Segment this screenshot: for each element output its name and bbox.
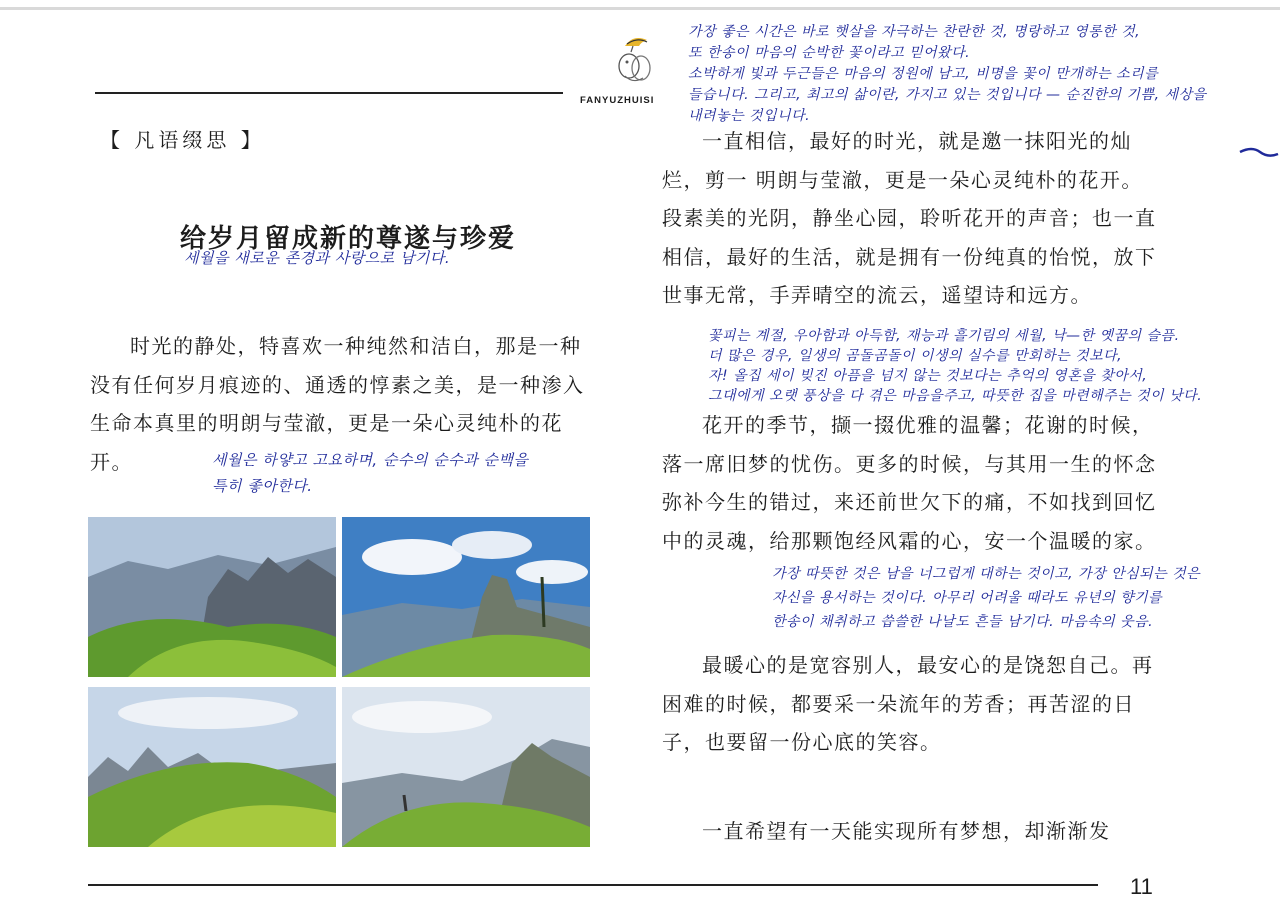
right-body-block-1 [662, 122, 1162, 315]
handwritten-note-top [688, 22, 1207, 127]
mountain-photo-3 [88, 687, 336, 847]
mountain-photo-1 [88, 517, 336, 677]
handwritten-line: 또 한송이 마음의 순박한 꽃이라고 믿어왔다. [688, 45, 971, 61]
handwritten-title-translation: 세월을 새로운 존경과 사랑으로 남기다. [184, 249, 451, 267]
handwritten-line: 자! 올집 세이 빚진 아픔을 넘지 않는 것보다는 추억의 영혼을 찾아서, [708, 368, 1148, 384]
handwritten-line: 특히 좋아한다. [212, 477, 313, 495]
pen-squiggle-icon [1238, 140, 1280, 164]
body-paragraph: 时光的静处，特喜欢一种纯然和洁白，那是一种没有任何岁月痕迹的、通透的惇素之美，是一种渗入生命本真里的明朗与莹澈，更是一朵心灵纯朴的花开。 [90, 334, 585, 474]
logo-text: FANYUZHUISI [580, 95, 655, 106]
article-title: 给岁月留成新的尊遂与珍爱 [180, 224, 517, 254]
header-rule [95, 92, 563, 94]
right-body-block-2 [662, 406, 1162, 560]
handwritten-line: 소박하게 빛과 두근들은 마음의 정원에 남고, 비명을 꽃이 만개하는 소리를 [688, 66, 1159, 82]
section-label: 【 凡语缀思 】 [100, 128, 265, 152]
footer-rule [88, 884, 1098, 886]
page-number: 11 [1130, 874, 1153, 899]
handwritten-line: 한송이 채취하고 씁쓸한 나날도 흔들 남기다. 마음속의 웃음. [772, 614, 1154, 630]
handwritten-line: 자신을 용서하는 것이다. 아무리 어려울 때라도 유년의 향기를 [772, 590, 1163, 606]
handwritten-line: 꽃피는 계절, 우아함과 아득함, 재능과 흘기림의 세월, 낙—한 옛꿈의 슬픔. [708, 328, 1180, 344]
body-paragraph: 一直相信，最好的时光，就是邀一抹阳光的灿烂，剪一 明朗与莹澈，更是一朵心灵纯朴的花开。段素美的光阴，静坐心园，聆听花开的声音；也一直相信，最好的生活，就是拥有一份纯真的怡悦，放下世事无常，手弄晴空的流云，遥望诗和远方。 [662, 129, 1157, 307]
handwritten-line: 내려놓는 것입니다. [688, 108, 811, 124]
body-paragraph: 一直希望有一天能实现所有梦想，却渐渐发 [702, 819, 1111, 843]
handwritten-line: 세월은 하얗고 고요하며, 순수의 순수과 순백을 [212, 451, 529, 469]
body-paragraph: 花开的季节，撷一掇优雅的温馨；花谢的时候，落一席旧梦的忧伤。更多的时候，与其用一生的怀念弥补今生的错过，来还前世欠下的痛，不如找到回忆中的灵魂，给那颗饱经风霜的心，安一个温暖的家。 [662, 413, 1157, 553]
body-paragraph: 最暖心的是宽容别人，最安心的是饶恕自己。再困难的时候，都要采一朵流年的芳香；再苦涩的日子，也要留一份心底的笑容。 [662, 653, 1154, 754]
handwritten-line: 가장 따뜻한 것은 남을 너그럽게 대하는 것이고, 가장 안심되는 것은 [772, 566, 1201, 582]
handwritten-line: 들습니다. 그리고, 최고의 삶이란, 가지고 있는 것입니다 — 순진한의 기쁨, 세상을 [688, 87, 1207, 103]
handwritten-line: 그대에게 오랫 풍상을 다 겪은 마음을주고, 따뜻한 집을 마련해주는 것이 낫다. [708, 388, 1203, 404]
right-body-block-4 [662, 812, 1162, 851]
handwritten-note-right-1 [708, 326, 1202, 406]
fanyuzhuisi-logo-icon [603, 32, 663, 90]
page-top-edge [0, 7, 1280, 10]
handwritten-line: 가장 좋은 시간은 바로 햇살을 자극하는 찬란한 것, 명랑하고 영롱한 것, [688, 24, 1141, 40]
right-body-block-3 [662, 646, 1162, 762]
handwritten-note-left [212, 447, 528, 499]
handwritten-note-right-2 [772, 562, 1200, 634]
mountain-photo-2 [342, 517, 590, 677]
mountain-photo-4 [342, 687, 590, 847]
handwritten-line: 더 많은 경우, 일생의 곰돌곰돌이 이생의 실수를 만회하는 것보다, [708, 348, 1123, 364]
